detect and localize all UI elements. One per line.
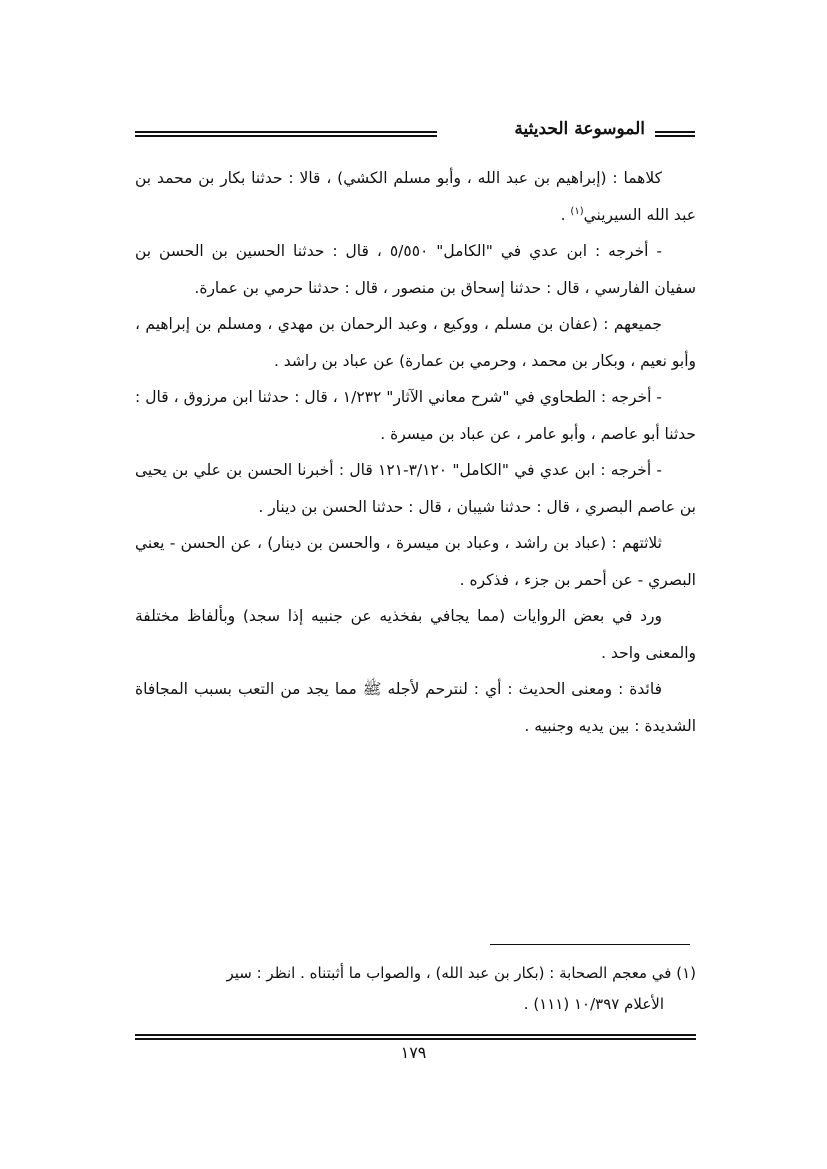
- paragraph: كلاهما : (إبراهيم بن عبد الله ، وأبو مسلم الكشي) ، قالا : حدثنا بكار بن محمد بن عبد الله السيريني$^{(١)}$ .: [135, 169, 696, 224]
- header-rule-left: [135, 131, 437, 133]
- main-text: [135, 160, 696, 744]
- page-number: ١٧٩: [400, 1043, 427, 1062]
- footnote-line: (١) في معجم الصحابة : (بكار بن عبد الله) ، والصواب ما أثبتناه . انظر : سير: [226, 964, 696, 982]
- paragraph: ورد في بعض الروايات (مما يجافي بفخذيه عن جنبيه إذا سجد) وبألفاظ مختلفة والمعنى واحد .: [135, 607, 696, 662]
- footnote-line: الأعلام ١٠/٣٩٧ (١١١) .: [523, 995, 664, 1013]
- paragraph: ثلاثتهم : (عباد بن راشد ، وعباد بن ميسرة ، والحسن بن دينار) ، عن الحسن - يعني البصري - عن أحمر بن جزء ، فذكره .: [135, 534, 696, 589]
- footer-rule: [135, 1034, 696, 1036]
- paragraph: فائدة : ومعنى الحديث : أي : لنترحم لأجله ﷺ مما يجد من التعب بسبب المجافاة الشديدة : بين يديه وجنبيه .: [135, 680, 696, 735]
- paragraph: جميعهم : (عفان بن مسلم ، ووكيع ، وعبد الرحمان بن مهدي ، ومسلم بن إبراهيم ، وأبو نعيم ، وبكار بن محمد ، وحرمي بن عمارة) عن عباد بن راشد .: [135, 315, 696, 370]
- footnote-separator: [490, 944, 690, 945]
- footnote: [135, 958, 696, 1020]
- running-header: [135, 119, 695, 152]
- paragraph: - أخرجه : ابن عدي في "الكامل" ٣/١٢٠-١٢١ قال : أخبرنا الحسن بن علي بن يحيى بن عاصم البصري ، قال : حدثنا شيبان ، قال : حدثنا الحسن بن دينار .: [135, 461, 696, 516]
- header-title: الموسوعة الحديثية: [514, 119, 645, 139]
- paragraph: - أخرجه : ابن عدي في "الكامل" ٥/٥٥٠ ، قال : حدثنا الحسين بن الحسن بن سفيان الفارسي ، قال : حدثنا إسحاق بن منصور ، قال : حدثنا حرمي بن عمارة.: [135, 242, 696, 297]
- header-rule-right: [655, 131, 695, 133]
- footnote-marker: (١): [570, 205, 584, 217]
- paragraph: - أخرجه : الطحاوي في "شرح معاني الآثار" ١/٢٣٢ ، قال : حدثنا ابن مرزوق ، قال : حدثنا أبو عاصم ، وأبو عامر ، عن عباد بن ميسرة .: [135, 388, 696, 443]
